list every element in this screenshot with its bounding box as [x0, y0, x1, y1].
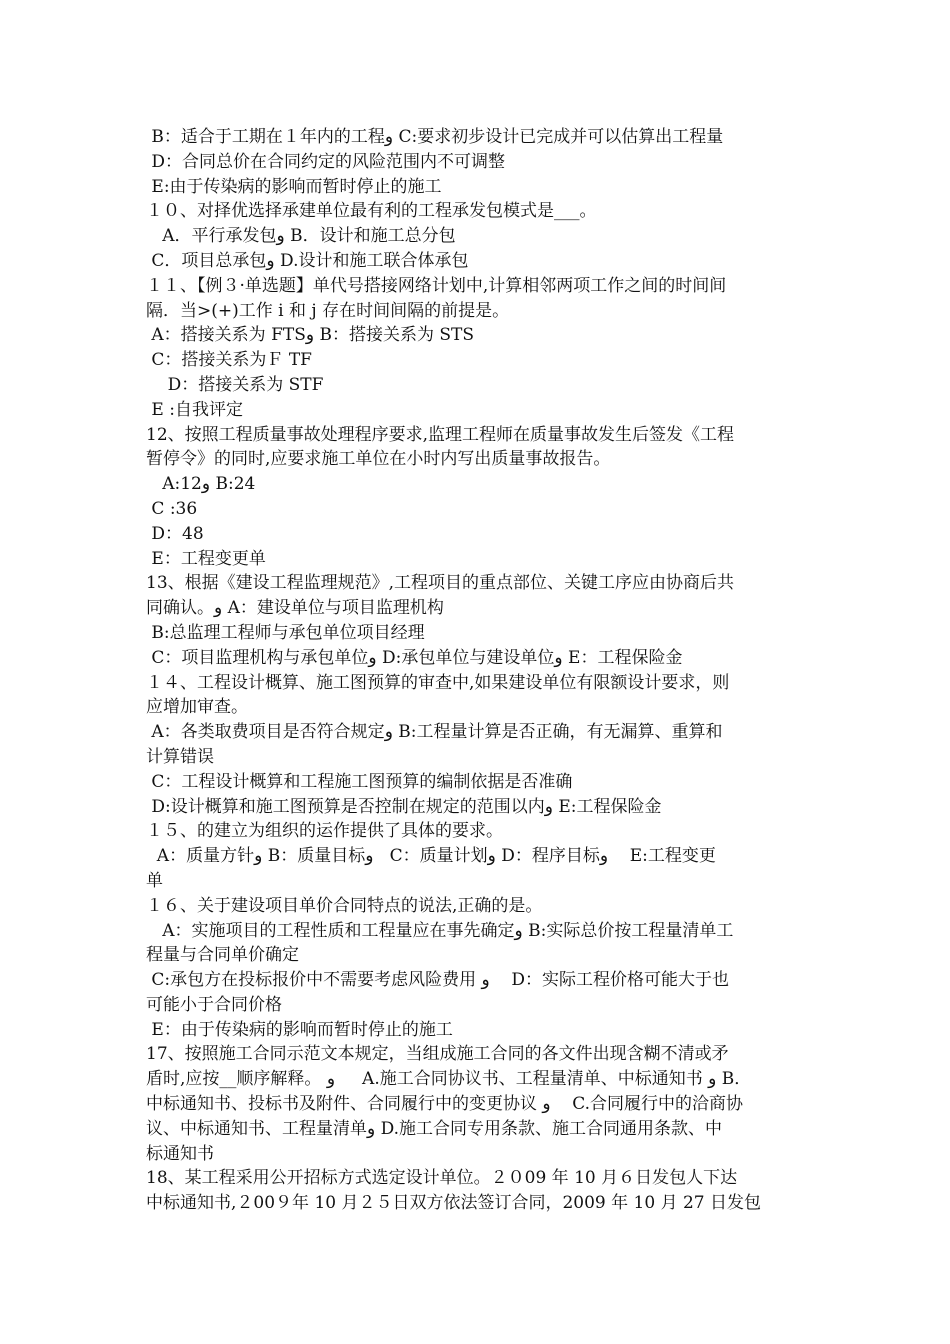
text-line: 议、中标通知书、工程量清单و D.施工合同专用条款、施工合同通用条款、中 [146, 1118, 723, 1139]
text-line: １５、的建立为组织的运作提供了具体的要求。 [146, 821, 503, 842]
text-line: 18、某工程采用公开招标方式选定设计单位。２０09 年 10 月６日发包人下达 [146, 1168, 738, 1189]
text-line: E:由于传染病的影响而暂时停止的施工 [146, 176, 442, 197]
text-line: C :36 [146, 498, 198, 519]
text-line: 17、按照施工合同示范文本规定，当组成施工合同的各文件出现含糊不清或矛 [146, 1044, 729, 1065]
text-line: 应增加审查。 [146, 697, 248, 718]
text-line: 暂停令》的同时,应要求施工单位在小时内写出质量事故报告。 [146, 449, 611, 470]
text-line: 可能小于合同价格 [146, 994, 282, 1015]
text-line: C：工程设计概算和工程施工图预算的编制依据是否准确 [146, 771, 573, 792]
text-line: C：项目监理机构与承包单位و D:承包单位与建设单位و E：工程保险金 [146, 647, 683, 668]
text-line: D：合同总价在合同约定的风险范围内不可调整 [146, 151, 506, 172]
text-line: 隔．当>(+)工作 i 和 j 存在时间间隔的前提是。 [146, 300, 510, 321]
text-line: C．项目总承包و D.设计和施工联合体承包 [146, 250, 469, 271]
text-line: E：工程变更单 [146, 548, 266, 569]
text-line: A:12و B:24 [146, 474, 256, 495]
text-line: 12、按照工程质量事故处理程序要求,监理工程师在质量事故发生后签发《工程 [146, 424, 735, 445]
text-line: 单 [146, 870, 163, 891]
text-line: A：实施项目的工程性质和工程量应在事先确定و B:实际总价按工程量清单工 [146, 920, 734, 941]
text-line: C:承包方在投标报价中不需要考虑风险费用 و D：实际工程价格可能大于也 [146, 970, 730, 991]
text-line: A：各类取费项目是否符合规定و B:工程量计算是否正确，有无漏算、重算和 [146, 722, 723, 743]
text-line: D：搭接关系为 STF [146, 374, 324, 395]
text-line: １４、工程设计概算、施工图预算的审查中,如果建设单位有限额设计要求，则 [146, 672, 730, 693]
text-line: 程量与合同单价确定 [146, 945, 299, 966]
text-line: B:总监理工程师与承包单位项目经理 [146, 622, 425, 643]
text-line: 盾时,应按__顺序解释。 و A.施工合同协议书、工程量清单、中标通知书 و B． [146, 1069, 752, 1090]
text-line: 标通知书 [146, 1143, 214, 1164]
text-line: 计算错误 [146, 746, 214, 767]
text-line: A．平行承发包و B．设计和施工总分包 [146, 226, 456, 247]
text-line: 中标通知书、投标书及附件、合同履行中的变更协议 و C.合同履行中的洽商协 [146, 1094, 744, 1115]
text-line: １１、【例３·单选题】单代号搭接网络计划中,计算相邻两项工作之间的时间间 [146, 275, 727, 296]
text-line: C：搭接关系为Ｆ TF [146, 350, 312, 371]
text-line: E：由于传染病的影响而暂时停止的施工 [146, 1019, 453, 1040]
document-body [146, 125, 814, 1216]
text-line: 同确认。و A：建设单位与项目监理机构 [146, 598, 444, 619]
text-line: A：搭接关系为 FTSو B：搭接关系为 STS [146, 325, 475, 346]
text-line: A：质量方针و B：质量目标و C：质量计划و D：程序目标و E:工程变更 [146, 846, 716, 867]
text-line: E :自我评定 [146, 399, 243, 420]
text-line: D：48 [146, 523, 204, 544]
text-line: 13、根据《建设工程监理规范》,工程项目的重点部位、关键工序应由协商后共 [146, 573, 735, 594]
text-line: 中标通知书,２00９年 10 月２５日双方依法签订合同，2009 年 10 月 27 日发包 [146, 1193, 762, 1214]
text-line: D:设计概算和施工图预算是否控制在规定的范围以内و E:工程保险金 [146, 796, 662, 817]
text-line: １０、对择优选择承建单位最有利的工程承发包模式是___。 [146, 201, 597, 222]
text-line: １６、关于建设项目单价合同特点的说法,正确的是。 [146, 895, 543, 916]
text-line: B：适合于工期在１年内的工程و C:要求初步设计已完成并可以估算出工程量 [146, 127, 724, 147]
